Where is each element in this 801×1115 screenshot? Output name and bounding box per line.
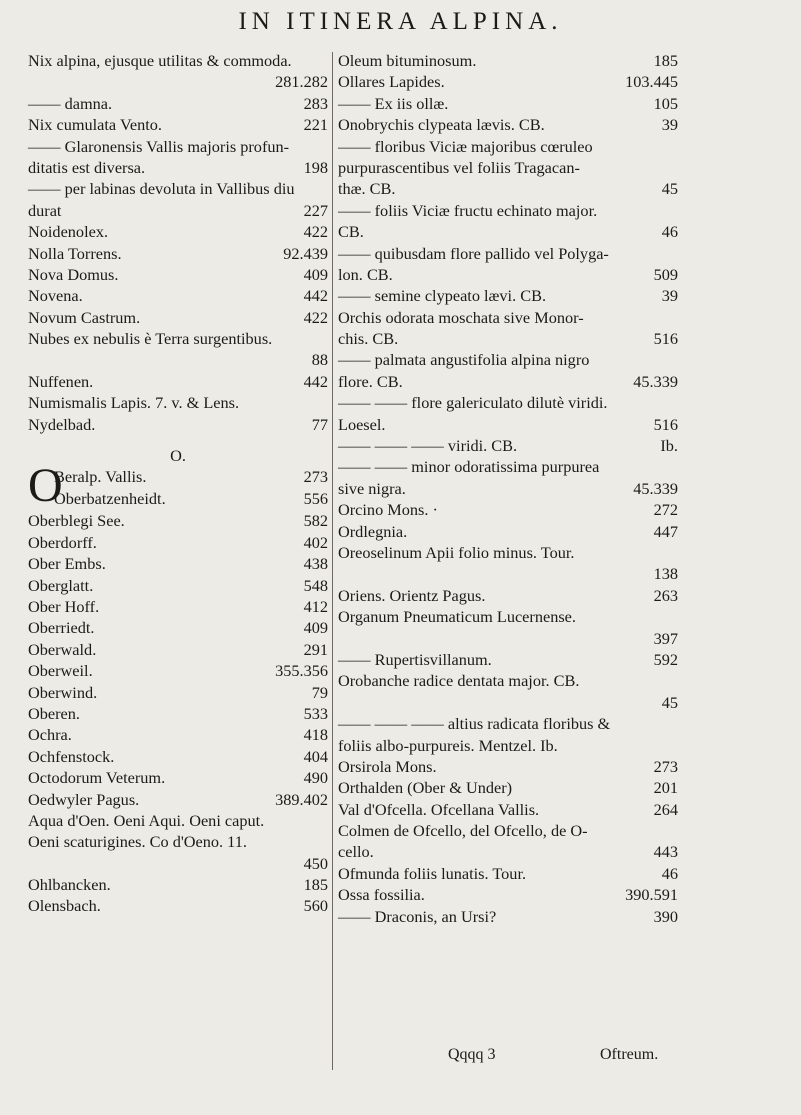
index-line xyxy=(338,606,678,627)
page-number: 402 xyxy=(303,532,328,552)
page-number: 442 xyxy=(303,371,328,391)
entry-text: Oberglatt. xyxy=(28,575,94,595)
index-line xyxy=(28,136,328,157)
index-line xyxy=(54,488,328,509)
page-number: 404 xyxy=(303,746,328,766)
page-number: 422 xyxy=(303,307,328,327)
page-number: 273 xyxy=(653,756,678,776)
right-entries-o xyxy=(338,50,678,927)
index-line xyxy=(338,499,678,520)
entry-text: Colmen de Ofcello, del Ofcello, de O- xyxy=(338,821,588,841)
page-number: 185 xyxy=(303,875,328,895)
page-number: 46 xyxy=(661,222,678,242)
entry-text: Ohlbancken. xyxy=(28,875,111,895)
index-line xyxy=(28,767,328,788)
page-number: 88 xyxy=(311,350,328,370)
page-number: 46 xyxy=(661,863,678,883)
index-line xyxy=(54,466,328,487)
entry-text: lon. CB. xyxy=(338,264,393,284)
index-line xyxy=(338,456,678,477)
index-line xyxy=(338,200,678,221)
index-line xyxy=(338,349,678,370)
entry-text: —— palmata angustifolia alpina nigro xyxy=(338,350,590,370)
page-number: 516 xyxy=(653,329,678,349)
dropcap-letter: O xyxy=(28,459,63,513)
page-number: 227 xyxy=(303,200,328,220)
index-line xyxy=(28,746,328,767)
page-number: 105 xyxy=(653,93,678,113)
entry-text: Oberblegi See. xyxy=(28,511,125,531)
index-line xyxy=(28,392,328,413)
index-line xyxy=(28,724,328,745)
index-line xyxy=(338,863,678,884)
index-line xyxy=(338,114,678,135)
page-number: 45.339 xyxy=(633,371,678,391)
index-line xyxy=(28,93,328,114)
entry-text: —— floribus Viciæ majoribus cœruleo xyxy=(338,136,593,156)
index-line xyxy=(338,841,678,862)
page-number: 272 xyxy=(653,500,678,520)
entry-text: Oberbatzenheidt. xyxy=(54,488,166,508)
index-line xyxy=(338,649,678,670)
entry-text: Ober Embs. xyxy=(28,554,106,574)
entry-text: sive nigra. xyxy=(338,478,406,498)
entry-text: Oeni scaturigines. Co d'Oeno. 11. xyxy=(28,832,247,852)
index-line xyxy=(28,510,328,531)
entry-text: Oberwald. xyxy=(28,639,97,659)
entry-text: —— —— —— altius radicata floribus & xyxy=(338,714,611,734)
page-header: IN ITINERA ALPINA. xyxy=(238,8,563,35)
index-line xyxy=(28,553,328,574)
entry-text: Orchis odorata moschata sive Monor- xyxy=(338,307,584,327)
entry-text: ditatis est diversa. xyxy=(28,157,146,177)
page-number: 45 xyxy=(661,179,678,199)
left-entries-o xyxy=(28,510,328,916)
entry-text: Nolla Torrens. xyxy=(28,243,122,263)
entry-text: Ober Hoff. xyxy=(28,596,100,616)
page-number: 442 xyxy=(303,286,328,306)
entry-text: Nubes ex nebulis è Terra surgentibus. xyxy=(28,329,273,349)
page-number: 443 xyxy=(653,842,678,862)
index-line xyxy=(28,264,328,285)
entry-text: Novum Castrum. xyxy=(28,307,141,327)
index-line xyxy=(28,895,328,916)
index-line xyxy=(28,71,328,92)
page-number: 77 xyxy=(311,414,328,434)
index-line xyxy=(28,575,328,596)
entry-text: durat xyxy=(28,200,62,220)
index-line xyxy=(28,414,328,435)
index-line xyxy=(338,906,678,927)
entry-text: CB. xyxy=(338,222,364,242)
index-line xyxy=(338,157,678,178)
index-line xyxy=(338,563,678,584)
entry-text: Onobrychis clypeata lævis. CB. xyxy=(338,115,545,135)
right-column xyxy=(338,50,678,927)
entry-text: Numismalis Lapis. 7. v. & Lens. xyxy=(28,393,240,413)
page-number: 556 xyxy=(303,488,328,508)
index-line xyxy=(28,200,328,221)
index-line xyxy=(28,874,328,895)
entry-text: Oberriedt. xyxy=(28,618,95,638)
page-number: 450 xyxy=(303,853,328,873)
page-number: 283 xyxy=(303,93,328,113)
page-number: 185 xyxy=(653,51,678,70)
entry-text: Orsirola Mons. xyxy=(338,756,437,776)
index-line xyxy=(338,756,678,777)
entry-text: —— —— minor odoratissima purpurea xyxy=(338,457,600,477)
index-line xyxy=(28,307,328,328)
page-number: 39 xyxy=(661,115,678,135)
entry-text: —— Draconis, an Ursi? xyxy=(338,906,497,926)
entry-text: —— Rupertisvillanum. xyxy=(338,649,492,669)
page-number: 422 xyxy=(303,222,328,242)
entry-text: flore. CB. xyxy=(338,371,403,391)
index-line xyxy=(338,884,678,905)
entry-text: Ossa fossilia. xyxy=(338,885,425,905)
entry-text: cello. xyxy=(338,842,374,862)
index-line xyxy=(28,703,328,724)
page-number: 273 xyxy=(303,467,328,487)
entry-text: Nuffenen. xyxy=(28,371,94,391)
entry-text: Val d'Ofcella. Ofcellana Vallis. xyxy=(338,799,540,819)
index-line xyxy=(28,682,328,703)
entry-text: Ofmunda foliis lunatis. Tour. xyxy=(338,863,527,883)
entry-text: Oedwyler Pagus. xyxy=(28,789,140,809)
entry-text: thæ. CB. xyxy=(338,179,396,199)
index-line xyxy=(338,93,678,114)
page-number: 221 xyxy=(303,115,328,135)
index-line xyxy=(338,799,678,820)
page-number: 412 xyxy=(303,596,328,616)
index-line xyxy=(338,178,678,199)
index-line xyxy=(338,243,678,264)
page-number: 264 xyxy=(653,799,678,819)
index-line xyxy=(338,136,678,157)
index-line xyxy=(28,328,328,349)
entry-text: Beralp. Vallis. xyxy=(54,467,147,487)
dropcap-block xyxy=(28,459,328,513)
index-line xyxy=(28,789,328,810)
page-number: 533 xyxy=(303,703,328,723)
index-line xyxy=(338,50,678,71)
index-line xyxy=(338,264,678,285)
index-line xyxy=(338,285,678,306)
index-line xyxy=(28,617,328,638)
entry-text: Organum Pneumaticum Lucernense. xyxy=(338,607,576,627)
page-number: 103.445 xyxy=(625,72,678,92)
page-number: 45 xyxy=(661,692,678,712)
index-line xyxy=(28,285,328,306)
index-line xyxy=(28,178,328,199)
page-number: 490 xyxy=(303,768,328,788)
entry-text: —— —— flore galericulato dilutè viridi. xyxy=(338,393,608,413)
left-entries-n xyxy=(28,50,328,435)
page-number: 560 xyxy=(303,896,328,916)
entry-text: Novena. xyxy=(28,286,83,306)
entry-text: Aqua d'Oen. Oeni Aqui. Oeni caput. xyxy=(28,810,265,830)
index-line xyxy=(28,596,328,617)
entry-text: —— semine clypeato lævi. CB. xyxy=(338,286,547,306)
index-line xyxy=(338,307,678,328)
page-number: 138 xyxy=(653,564,678,584)
page-number: 390.591 xyxy=(625,885,678,905)
index-line xyxy=(28,221,328,242)
page-number: 582 xyxy=(303,511,328,531)
index-line xyxy=(28,810,328,831)
signature-mark: Qqqq 3 xyxy=(448,1046,496,1063)
column-divider xyxy=(332,52,333,1070)
entry-text: Ochra. xyxy=(28,725,72,745)
entry-text: Orthalden (Ober & Under) xyxy=(338,778,513,798)
entry-text: Noidenolex. xyxy=(28,222,109,242)
entry-text: Ochfenstock. xyxy=(28,746,115,766)
page-number: 509 xyxy=(653,264,678,284)
entry-text: Oreoselinum Apii folio minus. Tour. xyxy=(338,542,575,562)
page-number: 409 xyxy=(303,264,328,284)
page-number: 291 xyxy=(303,639,328,659)
index-line xyxy=(338,735,678,756)
index-line xyxy=(28,532,328,553)
entry-text: —— Ex iis ollæ. xyxy=(338,93,449,113)
page-number: 447 xyxy=(653,521,678,541)
entry-text: —— —— —— viridi. CB. xyxy=(338,436,518,456)
section-letter-o xyxy=(28,445,328,466)
index-line xyxy=(338,71,678,92)
index-line xyxy=(28,114,328,135)
index-line xyxy=(338,542,678,563)
entry-text: Oriens. Orientz Pagus. xyxy=(338,585,486,605)
entry-text: Nix alpina, ejusque utilitas & commoda. xyxy=(28,51,292,70)
entry-text: —— Glaronensis Vallis majoris profun- xyxy=(28,136,290,156)
entry-text: Oberwind. xyxy=(28,682,98,702)
entry-text: Olensbach. xyxy=(28,896,101,916)
page-number: 79 xyxy=(311,682,328,702)
entry-text: —— quibusdam flore pallido vel Polyga- xyxy=(338,243,609,263)
entry-text: Nydelbad. xyxy=(28,414,96,434)
index-line xyxy=(28,853,328,874)
page-number: 438 xyxy=(303,554,328,574)
page-number: 390 xyxy=(653,906,678,926)
entry-text: Oberen. xyxy=(28,703,80,723)
index-line xyxy=(338,371,678,392)
page-number: Ib. xyxy=(660,436,678,456)
entry-text: Orcino Mons. · xyxy=(338,500,438,520)
index-line xyxy=(338,221,678,242)
page-number: 592 xyxy=(653,649,678,669)
page-number: 92.439 xyxy=(283,243,328,263)
index-line xyxy=(338,628,678,649)
entry-text: —— per labinas devoluta in Vallibus diu xyxy=(28,179,295,199)
entry-text: Oberdorff. xyxy=(28,532,97,552)
page-number: 548 xyxy=(303,575,328,595)
entry-text: Oleum bituminosum. xyxy=(338,51,477,70)
entry-text: Orobanche radice dentata major. CB. xyxy=(338,671,580,691)
page-number: 516 xyxy=(653,414,678,434)
page-number: 39 xyxy=(661,286,678,306)
page-number: 201 xyxy=(653,778,678,798)
index-line xyxy=(338,670,678,691)
index-line xyxy=(28,243,328,264)
index-line xyxy=(338,392,678,413)
page-number: 409 xyxy=(303,618,328,638)
page-number: 397 xyxy=(653,628,678,648)
page-number: 418 xyxy=(303,725,328,745)
page-number: 45.339 xyxy=(633,478,678,498)
entry-text: Ollares Lapides. xyxy=(338,72,445,92)
index-line xyxy=(338,521,678,542)
entry-text: —— damna. xyxy=(28,93,113,113)
entry-text: Nix cumulata Vento. xyxy=(28,115,162,135)
entry-text: Loesel. xyxy=(338,414,386,434)
page-number: 263 xyxy=(653,585,678,605)
index-line xyxy=(338,328,678,349)
page-number: 355.356 xyxy=(275,661,328,681)
entry-text: chis. CB. xyxy=(338,329,399,349)
entry-text: foliis albo-purpureis. Mentzel. Ib. xyxy=(338,735,558,755)
dropcap-entries xyxy=(28,466,328,509)
index-line xyxy=(338,478,678,499)
page-number: 198 xyxy=(303,157,328,177)
entry-text: Octodorum Veterum. xyxy=(28,768,166,788)
page-number: 389.402 xyxy=(275,789,328,809)
index-line xyxy=(28,349,328,370)
page-number: 281.282 xyxy=(275,72,328,92)
entry-text: Ordlegnia. xyxy=(338,521,408,541)
index-line xyxy=(28,157,328,178)
index-line xyxy=(338,435,678,456)
index-line xyxy=(338,692,678,713)
index-line xyxy=(28,371,328,392)
index-line xyxy=(28,639,328,660)
index-line xyxy=(338,777,678,798)
index-line xyxy=(28,50,328,71)
index-line xyxy=(338,585,678,606)
index-line xyxy=(338,414,678,435)
left-column xyxy=(28,50,328,917)
index-line xyxy=(28,831,328,852)
index-line xyxy=(28,660,328,681)
index-line xyxy=(338,713,678,734)
entry-text: Oberweil. xyxy=(28,661,93,681)
entry-text: —— foliis Viciæ fructu echinato major. xyxy=(338,200,598,220)
catchword: Oftreum. xyxy=(600,1046,659,1063)
index-line xyxy=(338,820,678,841)
entry-text: purpurascentibus vel foliis Tragacan- xyxy=(338,157,580,177)
entry-text: Nova Domus. xyxy=(28,264,119,284)
section-letter-text: O. xyxy=(170,446,186,466)
